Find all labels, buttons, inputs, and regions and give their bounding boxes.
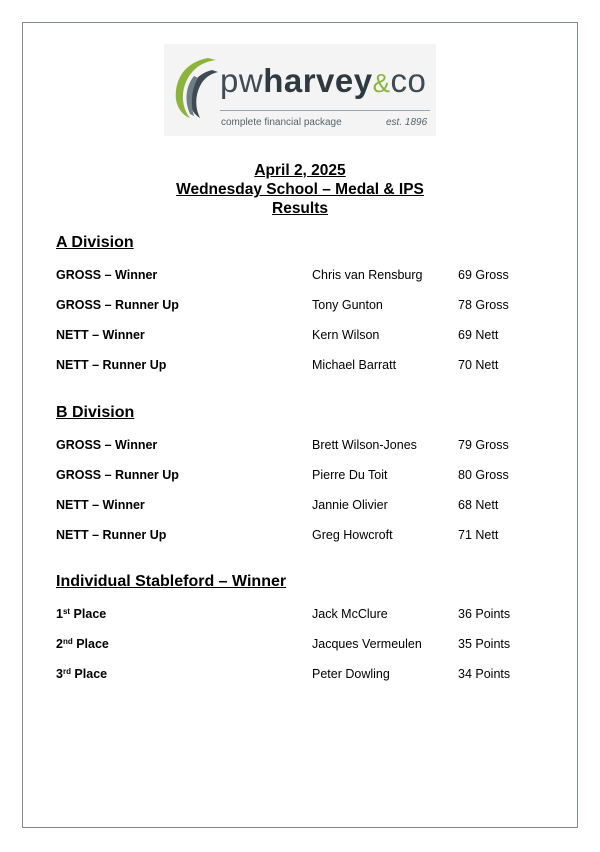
logo-tagline: complete financial package: [221, 117, 342, 128]
player-score: 71 Nett: [458, 528, 499, 542]
result-category: NETT – Winner: [56, 498, 145, 512]
result-row: [0, 607, 600, 625]
player-name: Jack McClure: [312, 607, 388, 621]
player-name: Michael Barratt: [312, 358, 397, 372]
player-name: Jacques Vermeulen: [312, 637, 422, 651]
results-title: Results: [272, 200, 328, 217]
placing-label: 1st Place: [56, 607, 107, 621]
player-score: 36 Points: [458, 607, 511, 621]
player-score: 35 Points: [458, 637, 511, 651]
player-name: Chris van Rensburg: [312, 268, 423, 282]
result-row: [0, 268, 600, 286]
section-title-b-division: B Division: [56, 404, 135, 421]
result-row: [0, 438, 600, 456]
placing-label: 3rd Place: [56, 667, 108, 681]
player-name: Brett Wilson-Jones: [312, 438, 417, 452]
result-category: GROSS – Runner Up: [56, 298, 179, 312]
logo-wordmark: pwharvey&co: [220, 62, 427, 99]
player-score: 68 Nett: [458, 498, 499, 512]
event-title: Wednesday School – Medal & IPS: [176, 181, 424, 198]
player-name: Tony Gunton: [312, 298, 383, 312]
page-border: [22, 22, 578, 828]
result-category: NETT – Runner Up: [56, 528, 167, 542]
result-row: [0, 358, 600, 376]
player-score: 79 Gross: [458, 438, 509, 452]
result-row: [0, 468, 600, 486]
result-row: [0, 637, 600, 655]
logo-swoosh-icon: [168, 56, 220, 118]
placing-label: 2nd Place: [56, 637, 109, 651]
player-score: 78 Gross: [458, 298, 509, 312]
company-logo: [164, 44, 436, 136]
player-name: Kern Wilson: [312, 328, 380, 342]
player-name: Greg Howcroft: [312, 528, 393, 542]
event-date: April 2, 2025: [254, 162, 346, 179]
player-score: 34 Points: [458, 667, 511, 681]
section-title-stableford: Individual Stableford – Winner: [56, 573, 287, 590]
result-category: GROSS – Winner: [56, 268, 158, 282]
result-category: GROSS – Winner: [56, 438, 158, 452]
player-score: 70 Nett: [458, 358, 499, 372]
result-row: [0, 528, 600, 546]
logo-established: est. 1896: [386, 117, 428, 128]
player-name: Pierre Du Toit: [312, 468, 388, 482]
player-name: Peter Dowling: [312, 667, 390, 681]
player-name: Jannie Olivier: [312, 498, 388, 512]
logo-divider: [220, 110, 430, 111]
result-row: [0, 498, 600, 516]
result-category: GROSS – Runner Up: [56, 468, 179, 482]
result-row: [0, 298, 600, 316]
result-category: NETT – Winner: [56, 328, 145, 342]
result-row: [0, 328, 600, 346]
player-score: 69 Nett: [458, 328, 499, 342]
result-category: NETT – Runner Up: [56, 358, 167, 372]
section-title-a-division: A Division: [56, 234, 134, 251]
player-score: 80 Gross: [458, 468, 509, 482]
player-score: 69 Gross: [458, 268, 509, 282]
result-row: [0, 667, 600, 685]
